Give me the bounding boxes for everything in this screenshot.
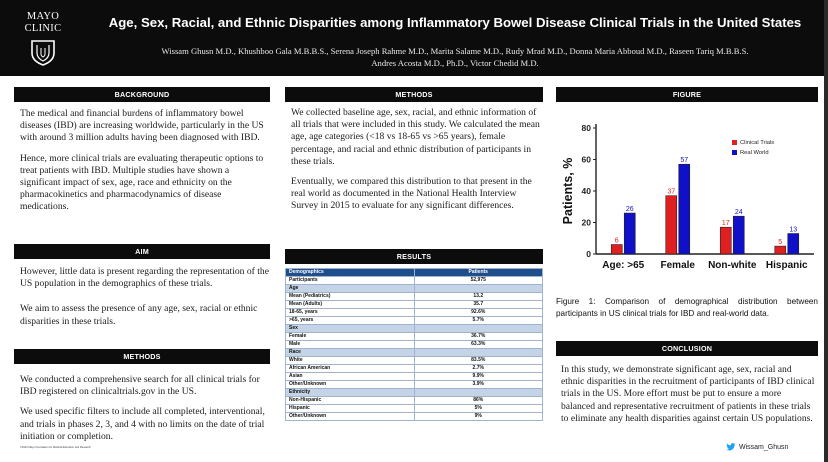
- table-row: [286, 341, 543, 349]
- bar-data-label: 57: [680, 157, 689, 165]
- bar-clinical-trials: [775, 246, 786, 254]
- table-cell-label: Ethnicity: [286, 389, 415, 397]
- table-cell-value: [414, 389, 543, 397]
- table-cell-value: 9.9%: [414, 373, 543, 381]
- author-list: [90, 45, 820, 69]
- aim-paragraph-2: We aim to assess the presence of any age, sex, racial or ethnic disparities in these trials.: [20, 303, 258, 327]
- table-cell-value: [414, 285, 543, 293]
- table-cell-value: 35.7: [414, 301, 543, 309]
- methods-left-text: [20, 374, 270, 451]
- table-row: [286, 349, 543, 357]
- table-cell-label: 18-65, years: [286, 309, 415, 317]
- aim-text: [20, 266, 270, 336]
- bar-data-label: 13: [789, 226, 798, 234]
- poster-header: [0, 0, 828, 76]
- x-category-label: Non-white: [708, 260, 757, 271]
- twitter-bird-icon: [726, 443, 736, 451]
- aim-paragraph-1: However, little data is present regarding the representation of the US population in the demographics of these trials.: [20, 266, 269, 290]
- logo-line1: MAYO: [26, 11, 60, 22]
- x-category-label: Female: [660, 260, 695, 271]
- table-cell-value: 5%: [414, 405, 543, 413]
- table-cell-label: Male: [286, 341, 415, 349]
- y-tick-label: 20: [581, 217, 591, 228]
- table-cell-value: 83.5%: [414, 357, 543, 365]
- table-cell-label: Other/Unknown: [286, 381, 415, 389]
- figure-heading: FIGURE: [556, 87, 818, 102]
- table-row: [286, 373, 543, 381]
- demographics-table-body: [286, 277, 543, 421]
- bar-real-world: [624, 213, 635, 254]
- table-cell-label: >65, years: [286, 317, 415, 325]
- bar-clinical-trials: [720, 227, 731, 254]
- bar-real-world: [679, 164, 690, 254]
- legend-label: Clinical Trials: [740, 140, 775, 146]
- twitter-handle: [726, 443, 788, 451]
- poster-title: Age, Sex, Racial, and Ethnic Disparities among Inflammatory Bowel Disease Clinical Trials in the United States: [108, 15, 802, 30]
- methods-left-paragraph-1: We conducted a comprehensive search for all clinical trials for IBD registered on clinicaltrials.gov in the US.: [20, 374, 260, 398]
- x-category-label: Age: >65: [602, 260, 645, 271]
- table-cell-label: Non-Hispanic: [286, 397, 415, 405]
- legend-label: Real World: [740, 150, 769, 156]
- twitter-handle-text: Wissam_Ghusn: [739, 443, 789, 451]
- table-row: [286, 293, 543, 301]
- conclusion-heading: CONCLUSION: [556, 341, 818, 356]
- table-header-row: [286, 269, 543, 277]
- bar-data-label: 5: [778, 239, 783, 247]
- bar-real-world: [788, 234, 799, 254]
- figure-caption: Figure 1: Comparison of demographical distribution between participants in US clinical trials for IBD and real-world data.: [556, 297, 818, 318]
- conclusion-text: [561, 364, 817, 433]
- y-tick-label: 40: [581, 186, 591, 196]
- table-cell-value: 36.7%: [414, 333, 543, 341]
- table-row: [286, 333, 543, 341]
- y-axis-label: Patients, %: [561, 157, 575, 225]
- table-cell-value: 52,975: [414, 277, 543, 285]
- table-row: [286, 325, 543, 333]
- table-cell-label: Mean (Pediatrics): [286, 293, 415, 301]
- table-row: [286, 397, 543, 405]
- table-row: [286, 405, 543, 413]
- table-cell-value: 3.9%: [414, 381, 543, 389]
- mayo-clinic-logo: [14, 11, 72, 66]
- table-cell-label: Sex: [286, 325, 415, 333]
- background-heading: BACKGROUND: [14, 87, 270, 102]
- table-cell-label: Asian: [286, 373, 415, 381]
- bar-clinical-trials: [611, 245, 622, 254]
- y-tick-label: 80: [581, 123, 591, 133]
- aim-heading: AIM: [14, 244, 270, 259]
- copyright-footer: ©2022 Mayo Foundation for Medical Education and Research: [20, 446, 91, 449]
- table-cell-label: Age: [286, 285, 415, 293]
- methods-left-paragraph-2: We used specific filters to include all completed, interventional, and trials in phases 2, 3, and 4 with no limits on the date of trial initiation or completion.: [20, 406, 265, 442]
- table-row: [286, 365, 543, 373]
- conclusion-paragraph: In this study, we demonstrate significant age, sex, racial and ethnic disparities in the recruitment of participants of IBD clinical trials in the US. More effort must be put to ensure a more balanced and representative recruitment of patients in these trials to eliminate any health disparities against certain US populations.: [561, 364, 815, 424]
- table-row: [286, 381, 543, 389]
- table-row: [286, 317, 543, 325]
- table-cell-label: Female: [286, 333, 415, 341]
- authors-line2: Andres Acosta M.D., Ph.D., Victor Chedid M.D.: [371, 58, 539, 68]
- legend-swatch: [732, 140, 737, 145]
- y-tick-label: 60: [581, 154, 591, 165]
- y-tick-label: 0: [586, 249, 591, 259]
- table-cell-value: 13.2: [414, 293, 543, 301]
- methods-mid-paragraph-2: Eventually, we compared this distribution to that present in the real world as documented in the National Health Interview Survey in 2015 to evaluate for any significant differences.: [291, 176, 532, 212]
- background-paragraph-2: Hence, more clinical trials are evaluating therapeutic options to treat patients with IBD. Multiple studies have shown a significant impact of sex, age, race and ethnicity on the pharmacokinetics and pharmacodynamics of disease medications.: [20, 152, 264, 213]
- table-cell-label: White: [286, 357, 415, 365]
- table-row: [286, 277, 543, 285]
- bar-data-label: 17: [721, 220, 730, 228]
- table-cell-value: 92.6%: [414, 309, 543, 317]
- bar-data-label: 24: [734, 209, 743, 217]
- table-cell-value: 9%: [414, 413, 543, 421]
- bar-data-label: 26: [625, 206, 634, 214]
- methods-mid-text: [291, 107, 545, 221]
- methods-left-heading: METHODS: [14, 349, 270, 364]
- demographics-table: [285, 268, 543, 421]
- background-paragraph-1: The medical and financial burdens of inflammatory bowel diseases (IBD) are increasing worldwide, particularly in the US with around 3 million adults having been diagnosed with IBD.: [20, 108, 264, 144]
- table-cell-value: 86%: [414, 397, 543, 405]
- legend-swatch: [732, 150, 737, 155]
- table-cell-value: 5.7%: [414, 317, 543, 325]
- window-edge: [824, 0, 828, 462]
- table-row: [286, 389, 543, 397]
- table-cell-value: [414, 349, 543, 357]
- table-cell-label: Hispanic: [286, 405, 415, 413]
- results-heading: RESULTS: [285, 249, 543, 264]
- mayo-shield-icon: [30, 39, 56, 66]
- bar-real-world: [733, 216, 744, 254]
- table-cell-label: Race: [286, 349, 415, 357]
- table-row: [286, 309, 543, 317]
- logo-line2: CLINIC: [24, 23, 62, 34]
- bar-data-label: 37: [667, 188, 676, 196]
- table-row: [286, 285, 543, 293]
- table-cell-label: Participants: [286, 277, 415, 285]
- bar-chart: [556, 108, 818, 288]
- table-cell-value: 63.3%: [414, 341, 543, 349]
- table-row: [286, 413, 543, 421]
- x-category-label: Hispanic: [765, 260, 808, 271]
- table-header-patients: Patients: [414, 269, 543, 277]
- table-header-demographics: Demographics: [286, 269, 415, 277]
- table-cell-label: Mean (Adults): [286, 301, 415, 309]
- table-cell-value: [414, 325, 543, 333]
- methods-mid-heading: METHODS: [285, 87, 543, 102]
- authors-line1: Wissam Ghusn M.D., Khushboo Gala M.B.B.S., Serena Joseph Rahme M.D., Marita Salame M.D., Rudy Mrad M.D., Donna Maria Abboud M.D., Raseen Tariq M.B.B.S.: [161, 46, 749, 56]
- table-cell-label: African American: [286, 365, 415, 373]
- table-cell-label: Other/Unknown: [286, 413, 415, 421]
- table-cell-value: 2.7%: [414, 365, 543, 373]
- table-row: [286, 301, 543, 309]
- table-row: [286, 357, 543, 365]
- bar-data-label: 6: [614, 237, 619, 245]
- methods-mid-paragraph-1: We collected baseline age, sex, racial, and ethnic information of all trials that were included in this study. We calculated the mean age, age categories (<18 vs 18-65 vs >65 years), female percentage, and racial and ethnic distribution of participants in these trials.: [291, 107, 540, 167]
- background-text: [20, 108, 270, 222]
- bar-clinical-trials: [666, 196, 677, 254]
